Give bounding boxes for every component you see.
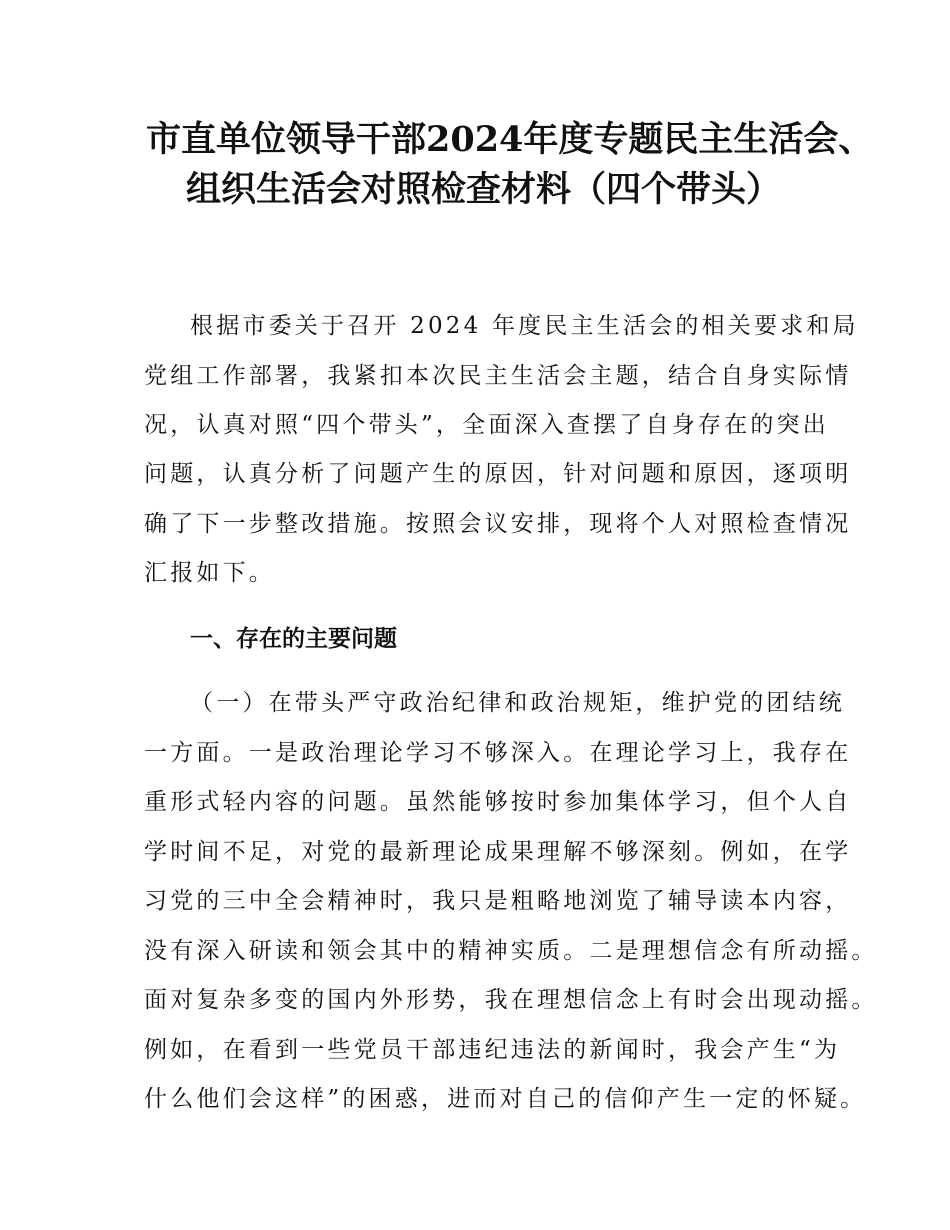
section-1-line-3: 重形式轻内容的问题。虽然能够按时参加集体学习，但个人自 [144,789,852,815]
intro-line-2: 党组工作部署，我紧扣本次民主生活会主题，结合自身实际情 [144,363,852,389]
section-1-line-2: 一方面。一是政治理论学习不够深入。在理论学习上，我存在 [144,740,852,766]
intro-line-6: 汇报如下。 [144,560,275,586]
document-title-line-1: 市直单位领导干部2024年度专题民主生活会、 [146,119,874,160]
intro-line-5: 确了下一步整改措施。按照会议安排，现将个人对照检查情况 [144,511,852,537]
section-1-line-5: 习党的三中全会精神时，我只是粗略地浏览了辅导读本内容， [144,888,852,914]
section-1-line-7: 面对复杂多变的国内外形势，我在理想信念上有时会出现动摇。 [144,987,878,1013]
section-1-line-6: 没有深入研读和领会其中的精神实质。二是理想信念有所动摇。 [144,938,878,964]
section-1-line-1: （一）在带头严守政治纪律和政治规矩，维护党的团结统 [190,690,845,716]
section-1-line-8: 例如，在看到一些党员干部违纪违法的新闻时，我会产生“为 [144,1037,841,1063]
section-1-heading: 一、存在的主要问题 [190,626,397,652]
intro-line-3: 况，认真对照“四个带头”，全面深入查摆了自身存在的突出 [144,412,829,438]
intro-line-1: 根据市委关于召开 2024 年度民主生活会的相关要求和局 [190,313,859,339]
section-1-line-9: 什么他们会这样”的困惑，进而对自己的信仰产生一定的怀疑。 [144,1086,867,1112]
document-title-line-2: 组织生活会对照检查材料（四个带头） [186,169,782,210]
section-1-line-4: 学时间不足，对党的最新理论成果理解不够深刻。例如，在学 [144,839,852,865]
intro-line-4: 问题，认真分析了问题产生的原因，针对问题和原因，逐项明 [144,461,852,487]
